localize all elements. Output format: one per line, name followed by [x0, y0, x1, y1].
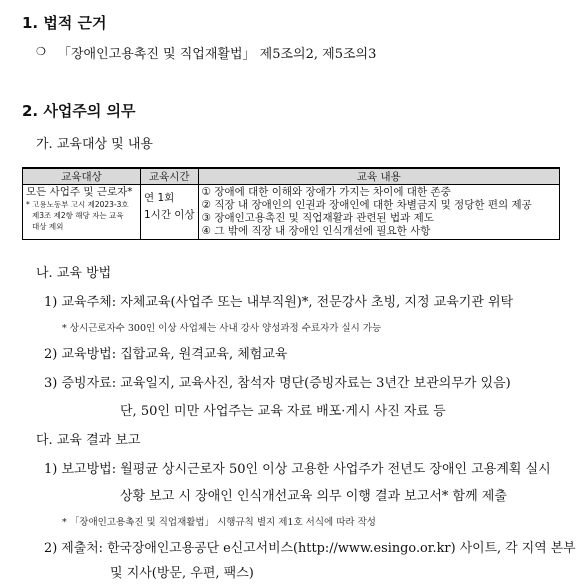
section2-heading: 2. 사업주의 의무 — [22, 102, 136, 120]
method-item-3-cont: 단, 50인 미만 사업주는 교육 자료 배포·게시 사진 자료 등 — [120, 404, 446, 419]
sub-a-heading: 가. 교육대상 및 내용 — [36, 137, 153, 152]
circle-bullet-icon: ❍ — [36, 45, 46, 58]
sub-b-heading: 나. 교육 방법 — [36, 266, 112, 281]
table-header: 교육 내용 — [198, 168, 559, 185]
target-note: 대상 제외 — [32, 222, 64, 231]
table-header-row — [23, 168, 560, 185]
time-cell — [141, 185, 199, 240]
contents-cell — [198, 185, 559, 240]
target-cell — [23, 185, 141, 240]
content-item: ② 직장 내 장애인의 인권과 장애인에 대한 차별금지 및 정당한 편의 제공 — [201, 199, 532, 211]
target-note: 제3조 제2항 해당 자는 교육 — [32, 211, 124, 220]
method-item-1-note: * 상시근로자수 300인 이상 사업체는 사내 강사 양성과정 수료자가 실시 가능 — [62, 323, 382, 334]
time-frequency: 연 1회 — [144, 192, 175, 204]
report-item-2-cont: 및 지사(방문, 우편, 팩스) — [110, 566, 254, 581]
method-item-3: 3) 증빙자료: 교육일지, 교육사진, 참석자 명단(증빙자료는 3년간 보관의무가 있음) — [44, 376, 511, 391]
report-item-1-note: * 「장애인고용촉진 및 직업재활법」 시행규칙 별지 제1호 서식에 따라 작성 — [62, 517, 376, 528]
table-header: 교육시간 — [141, 168, 199, 185]
report-item-1: 1) 보고방법: 월평균 상시근로자 50인 이상 고용한 사업주가 전년도 장애인 고용계획 실시 — [44, 462, 551, 477]
sub-c-heading: 다. 교육 결과 보고 — [36, 433, 141, 448]
legal-basis-text: 「장애인고용촉진 및 직업재활법」 제5조의2, 제5조의3 — [58, 47, 377, 62]
table-row — [23, 185, 560, 240]
method-item-1: 1) 교육주체: 자체교육(사업주 또는 내부직원)*, 전문강사 초빙, 지정 교육기관 위탁 — [44, 295, 514, 310]
target-note: * 고용노동부 고시 제2023-3호 — [26, 200, 129, 209]
report-item-1-cont: 상황 보고 시 장애인 인식개선교육 의무 이행 결과 보고서* 함께 제출 — [120, 489, 507, 504]
time-duration: 1시간 이상 — [144, 209, 195, 221]
content-item: ③ 장애인고용촉진 및 직업재활과 관련된 법과 제도 — [201, 212, 434, 224]
target-main: 모든 사업주 및 근로자* — [26, 186, 133, 198]
content-item: ④ 그 밖에 직장 내 장애인 인식개선에 필요한 사항 — [201, 225, 431, 237]
report-item-2: 2) 제출처: 한국장애인고용공단 e신고서비스(http://www.esingo.or.kr) 사이트, 각 지역 본부 — [44, 541, 576, 556]
content-item: ① 장애에 대한 이해와 장애가 가지는 차이에 대한 존중 — [201, 186, 451, 198]
education-table — [22, 167, 560, 240]
method-item-2: 2) 교육방법: 집합교육, 원격교육, 체험교육 — [44, 347, 288, 362]
table-header: 교육대상 — [23, 168, 141, 185]
section1-heading: 1. 법적 근거 — [22, 14, 107, 32]
